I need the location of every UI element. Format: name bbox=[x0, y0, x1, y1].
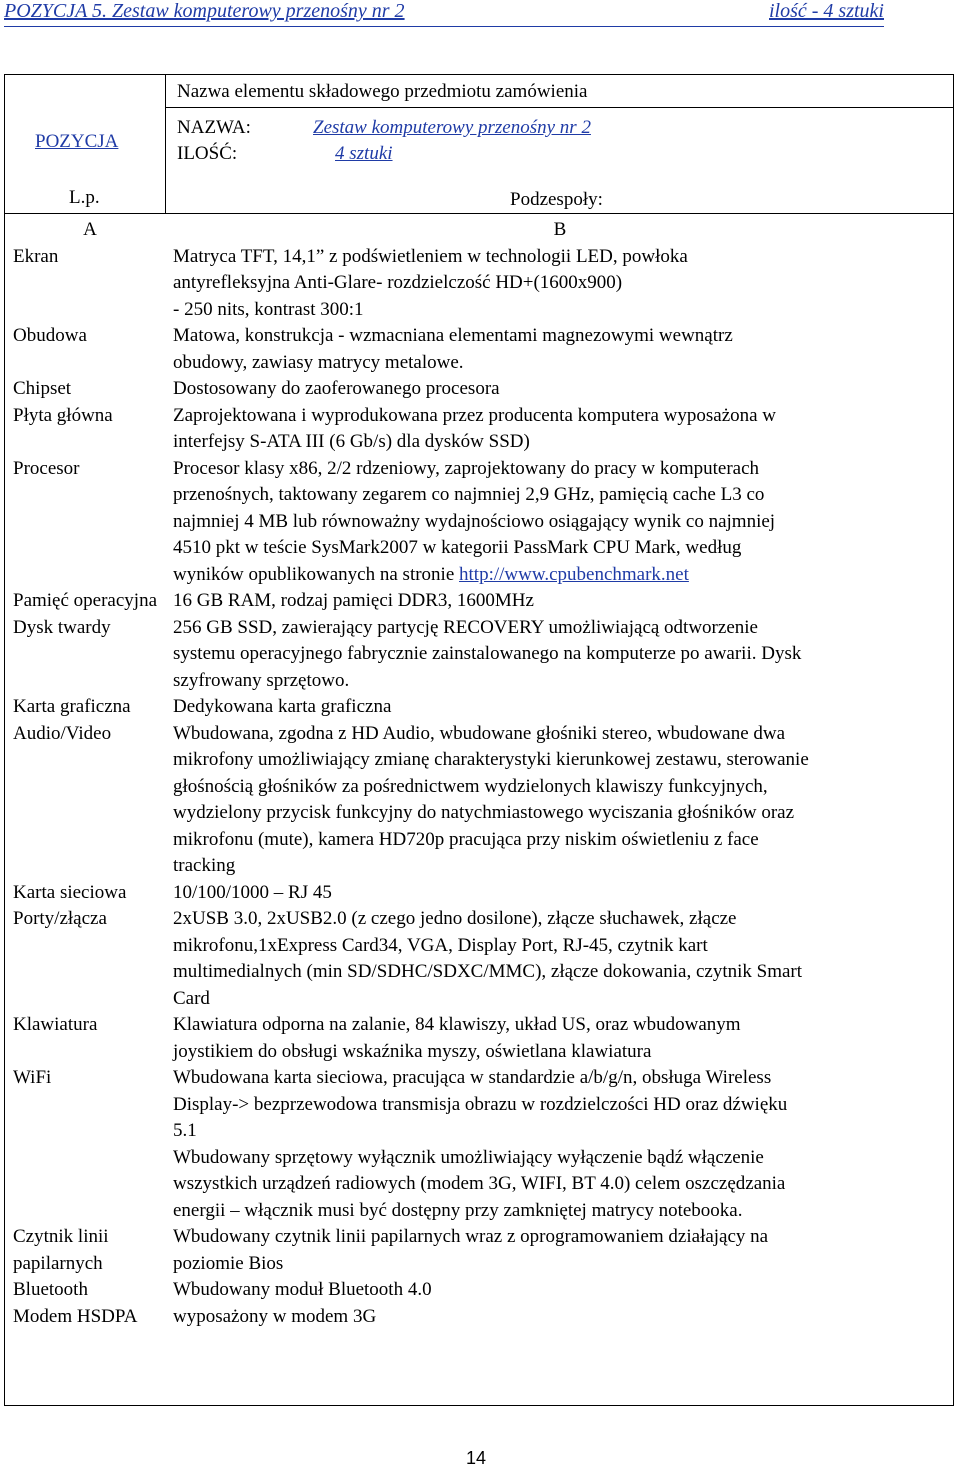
description-line bbox=[173, 1039, 947, 1066]
component-description bbox=[167, 1012, 947, 1065]
lp-label: L.p. bbox=[69, 187, 100, 208]
description-text: obudowy, zawiasy matrycy metalowe. bbox=[173, 351, 464, 373]
page-number: 14 bbox=[466, 1448, 487, 1468]
description-line bbox=[173, 747, 947, 774]
description-text: Display-> bezprzewodowa transmisja obrazu w rozdzielczości HD oraz dźwięku bbox=[173, 1093, 788, 1115]
component-description bbox=[167, 615, 947, 695]
description-line bbox=[173, 721, 947, 748]
table-row bbox=[5, 1224, 953, 1277]
description-line bbox=[173, 403, 947, 430]
description-line bbox=[173, 906, 947, 933]
element-title: Nazwa elementu składowego przedmiotu zamówienia bbox=[177, 81, 588, 102]
description-line bbox=[173, 880, 947, 907]
description-text: głośnością głośników za pośrednictwem wydzielonych klawiszy funkcyjnych, bbox=[173, 775, 768, 797]
description-line bbox=[173, 588, 947, 615]
component-description bbox=[167, 1065, 947, 1224]
podzespoly-label: Podzespoły: bbox=[510, 189, 603, 210]
table-head bbox=[5, 75, 953, 213]
component-description bbox=[167, 1277, 947, 1304]
description-text: Card bbox=[173, 987, 210, 1009]
component-name: Bluetooth bbox=[13, 1279, 88, 1300]
description-line bbox=[173, 986, 947, 1013]
description-line bbox=[173, 535, 947, 562]
table-row bbox=[5, 880, 953, 907]
description-text: wyników opublikowanych na stronie bbox=[173, 563, 460, 585]
description-line bbox=[173, 1118, 947, 1145]
component-description bbox=[167, 456, 947, 589]
description-text: Wbudowana karta sieciowa, pracująca w standardzie a/b/g/n, obsługa Wireless bbox=[173, 1067, 772, 1088]
description-text: 10/100/1000 – RJ 45 bbox=[173, 881, 332, 903]
component-name: Procesor bbox=[13, 457, 80, 479]
description-text: Matowa, konstrukcja - wzmacniana elementami magnezowymi wewnątrz bbox=[173, 325, 733, 346]
header-title: POZYCJA 5. Zestaw komputerowy przenośny nr 2 bbox=[4, 0, 405, 22]
description-line bbox=[173, 323, 947, 350]
pozycja-label: POZYCJA bbox=[35, 131, 119, 152]
description-text: 2xUSB 3.0, 2xUSB2.0 (z czego jedno dosilone), złącze słuchawek, złącze bbox=[173, 908, 737, 929]
description-line bbox=[173, 509, 947, 536]
description-text: przenośnych, taktowany zegarem co najmniej 2,9 GHz, pamięcią cache L3 co bbox=[173, 484, 765, 505]
description-line bbox=[173, 562, 947, 589]
table-row bbox=[5, 615, 953, 695]
table-row bbox=[5, 403, 953, 456]
component-description bbox=[167, 323, 947, 376]
description-line bbox=[173, 853, 947, 880]
description-line bbox=[173, 1092, 947, 1119]
head-divider bbox=[5, 213, 953, 214]
description-text: Wbudowany moduł Bluetooth 4.0 bbox=[173, 1279, 432, 1300]
description-text: wyposażony w modem 3G bbox=[173, 1305, 377, 1327]
description-line bbox=[173, 482, 947, 509]
description-text: 5.1 bbox=[173, 1120, 197, 1141]
description-line bbox=[173, 1304, 947, 1331]
table-row bbox=[5, 1012, 953, 1065]
component-description bbox=[167, 906, 947, 1012]
table-row bbox=[5, 588, 953, 615]
description-line bbox=[173, 959, 947, 986]
component-name: Pamięć operacyjna bbox=[13, 590, 158, 611]
description-text: szyfrowany sprzętowo. bbox=[173, 669, 350, 691]
description-line bbox=[173, 1171, 947, 1198]
description-text: interfejsy S-ATA III (6 Gb/s) dla dysków SSD) bbox=[173, 431, 530, 452]
head-divider bbox=[165, 107, 953, 108]
description-text: systemu operacyjnego fabrycznie zainstalowanego na komputerze po awarii. Dysk bbox=[173, 643, 802, 664]
description-line bbox=[173, 1251, 947, 1278]
component-name: Karta sieciowa bbox=[13, 881, 127, 903]
description-line bbox=[173, 376, 947, 403]
description-text: mikrofonu,1xExpress Card34, VGA, Display Port, RJ-45, czytnik kart bbox=[173, 934, 708, 956]
ilosc-value: 4 sztuki bbox=[335, 143, 393, 164]
component-name: Klawiatura bbox=[13, 1014, 98, 1035]
description-line bbox=[173, 297, 947, 324]
spec-table bbox=[4, 74, 954, 1406]
description-line bbox=[173, 641, 947, 668]
description-text: mikrofony umożliwiający zmianę charakterystyki kierunkowej zestawu, sterowanie bbox=[173, 749, 809, 770]
benchmark-link[interactable]: http://www.cpubenchmark.net bbox=[459, 563, 689, 585]
component-name: Modem HSDPA bbox=[13, 1305, 138, 1327]
table-row bbox=[5, 1304, 953, 1331]
component-name: Chipset bbox=[13, 378, 72, 399]
description-text: 16 GB RAM, rodzaj pamięci DDR3, 1600MHz bbox=[173, 590, 534, 611]
ilosc-label: ILOŚĆ: bbox=[177, 143, 238, 164]
description-text: Wbudowany czytnik linii papilarnych wraz z oprogramowaniem działający na bbox=[173, 1226, 769, 1247]
description-text: multimedialnych (min SD/SDHC/SDXC/MMC), złącze dokowania, czytnik Smart bbox=[173, 961, 803, 982]
description-text: Klawiatura odporna na zalanie, 84 klawiszy, układ US, oraz wbudowanym bbox=[173, 1014, 741, 1035]
component-description bbox=[167, 1304, 947, 1331]
component-name: Płyta główna bbox=[13, 404, 113, 426]
table-row bbox=[5, 906, 953, 1012]
table-row bbox=[5, 376, 953, 403]
description-line bbox=[173, 694, 947, 721]
component-description bbox=[167, 588, 947, 615]
component-name: Obudowa bbox=[13, 325, 87, 346]
component-description bbox=[167, 721, 947, 880]
component-description bbox=[167, 403, 947, 456]
description-line bbox=[173, 244, 947, 271]
description-text: Procesor klasy x86, 2/2 rdzeniowy, zaprojektowany do pracy w komputerach bbox=[173, 457, 760, 479]
component-description bbox=[167, 1224, 947, 1277]
table-row bbox=[5, 1065, 953, 1224]
description-text: energii – włącznik musi być dostępny przy zamkniętej matrycy notebooka. bbox=[173, 1199, 743, 1221]
description-line bbox=[173, 1198, 947, 1225]
description-text: joystikiem do obsługi wskaźnika myszy, oświetlana klawiatura bbox=[173, 1040, 652, 1062]
description-line bbox=[173, 456, 947, 483]
description-text: wszystkich urządzeń radiowych (modem 3G, WIFI, BT 4.0) celem oszczędzania bbox=[173, 1173, 786, 1194]
table-row bbox=[5, 721, 953, 880]
column-b: B bbox=[553, 219, 567, 240]
description-text: - 250 nits, kontrast 300:1 bbox=[173, 298, 364, 320]
table-row bbox=[5, 323, 953, 376]
description-text: Wbudowana, zgodna z HD Audio, wbudowane głośniki stereo, wbudowane dwa bbox=[173, 722, 786, 744]
table-row bbox=[5, 1277, 953, 1304]
component-name: Dysk twardy bbox=[13, 616, 111, 638]
component-name: WiFi bbox=[13, 1067, 52, 1088]
head-divider bbox=[165, 75, 166, 213]
description-text: antyrefleksyjna Anti-Glare- rozdzielczość HD+(1600x900) bbox=[173, 272, 623, 293]
description-text: Matryca TFT, 14,1” z podświetleniem w technologii LED, powłoka bbox=[173, 245, 688, 267]
description-line bbox=[173, 1065, 947, 1092]
component-name: Czytnik linii papilarnych bbox=[13, 1226, 109, 1274]
table-row bbox=[5, 694, 953, 721]
component-name: Ekran bbox=[13, 245, 59, 267]
description-text: wydzielony przycisk funkcyjny do natychmiastowego wyciszania głośników oraz bbox=[173, 802, 795, 823]
description-text: tracking bbox=[173, 855, 236, 876]
component-name: Karta graficzna bbox=[13, 696, 131, 717]
description-text: 256 GB SSD, zawierający partycję RECOVERY umożliwiającą odtworzenie bbox=[173, 616, 758, 638]
nazwa-value: Zestaw komputerowy przenośny nr 2 bbox=[313, 117, 591, 138]
table-row bbox=[5, 244, 953, 324]
header-quantity: ilość - 4 sztuki bbox=[769, 0, 884, 22]
table-row bbox=[5, 456, 953, 589]
description-line bbox=[173, 774, 947, 801]
description-line bbox=[173, 615, 947, 642]
description-line bbox=[173, 429, 947, 456]
description-line bbox=[173, 933, 947, 960]
spec-rows bbox=[5, 217, 953, 1330]
component-description bbox=[167, 694, 947, 721]
description-text: mikrofonu (mute), kamera HD720p pracująca przy niskim oświetleniu z face bbox=[173, 828, 759, 850]
description-text: najmniej 4 MB lub równoważny wydajnościowo osiągający wynik co najmniej bbox=[173, 510, 776, 532]
description-line bbox=[173, 350, 947, 377]
description-line bbox=[173, 668, 947, 695]
component-description bbox=[167, 376, 947, 403]
column-header-row bbox=[5, 217, 953, 244]
description-text: 4510 pkt w teście SysMark2007 w kategorii PassMark CPU Mark, według bbox=[173, 537, 742, 558]
component-name: Audio/Video bbox=[13, 722, 112, 744]
component-description bbox=[167, 244, 947, 324]
page-header bbox=[4, 0, 884, 30]
description-text: Dedykowana karta graficzna bbox=[173, 696, 392, 717]
description-line bbox=[173, 270, 947, 297]
description-line bbox=[173, 1277, 947, 1304]
description-line bbox=[173, 1012, 947, 1039]
description-text: Dostosowany do zaoferowanego procesora bbox=[173, 378, 500, 399]
component-description bbox=[167, 880, 947, 907]
component-name: Porty/złącza bbox=[13, 908, 107, 929]
description-line bbox=[173, 1145, 947, 1172]
description-text: Wbudowany sprzętowy wyłącznik umożliwiający wyłączenie bądź włączenie bbox=[173, 1146, 764, 1168]
description-text: Zaprojektowana i wyprodukowana przez producenta komputera wyposażona w bbox=[173, 404, 777, 426]
description-line bbox=[173, 827, 947, 854]
column-a: A bbox=[83, 219, 97, 240]
nazwa-label: NAZWA: bbox=[177, 117, 251, 138]
header-rule bbox=[4, 26, 884, 27]
description-line bbox=[173, 1224, 947, 1251]
description-text: poziomie Bios bbox=[173, 1252, 284, 1274]
description-line bbox=[173, 800, 947, 827]
